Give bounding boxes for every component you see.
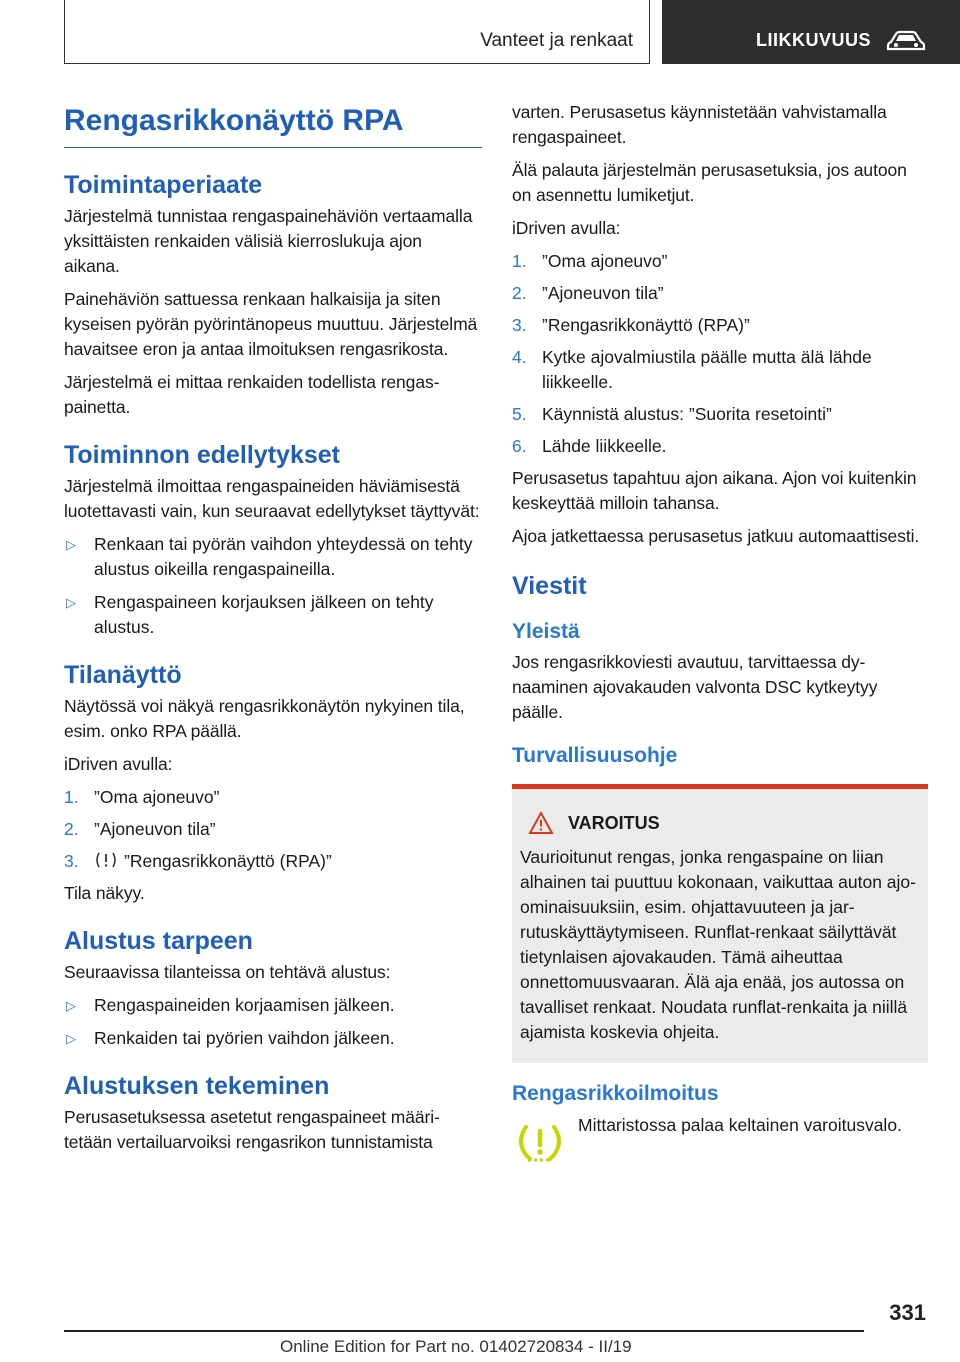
page-title: Rengasrikkonäyttö RPA: [64, 104, 404, 137]
step-number: 4.: [512, 347, 527, 367]
step-number: 2.: [512, 283, 527, 303]
tire-pressure-icon: [94, 850, 118, 870]
bullet-text: Rengaspaineiden korjaamisen jälkeen.: [94, 995, 395, 1015]
bullet-triangle-icon: ▷: [66, 537, 76, 552]
warning-title: VAROITUS: [568, 812, 660, 833]
heading-viestit: Viestit: [512, 572, 587, 600]
paragraph: iDriven avulla:: [512, 218, 621, 238]
chapter-title: LIIKKUVUUS: [756, 30, 872, 50]
subheading-yleista: Yleistä: [512, 620, 580, 643]
step-number: 1.: [64, 787, 79, 807]
paragraph: Järjestelmä ei mittaa renkaiden todellista rengaspainetta.: [64, 372, 440, 417]
left-column: [64, 100, 482, 1163]
step-text: ”Ajoneuvon tila”: [94, 819, 216, 839]
step-item: [512, 345, 928, 395]
step-text: Lähde liikkeelle.: [542, 436, 667, 456]
warning-box: [512, 784, 928, 1063]
bullet-item: [64, 590, 482, 640]
paragraph: Ajoa jatkettaessa perusasetus jatkuu automaattisesti.: [512, 526, 920, 546]
bullet-text: Renkaan tai pyörän vaihdon yhteydessä on tehty alustus oikeilla rengaspaineilla.: [94, 534, 473, 579]
step-number: 5.: [512, 404, 527, 424]
bullet-item: [64, 993, 482, 1018]
section-title: Vanteet ja renkaat: [480, 30, 633, 51]
bullet-triangle-icon: ▷: [66, 1031, 76, 1046]
bullet-text: Renkaiden tai pyörien vaihdon jälkeen.: [94, 1028, 395, 1048]
heading-rengasrikkoilmoitus: Rengasrikkoilmoitus: [512, 1082, 719, 1106]
bullet-item: [64, 532, 482, 582]
paragraph: Älä palauta järjestelmän perusasetuksia, jos autoon on asennettu lumiketjut.: [512, 160, 907, 205]
header-section-box: [64, 0, 650, 64]
step-item: [512, 281, 928, 306]
paragraph: iDriven avulla:: [64, 754, 173, 774]
warning-text: Vaurioitunut rengas, jonka rengaspaine on liian alhainen tai puuttuu kokonaan, vaikuttaa auton ajo-ominaisuuksiin, esim. ohjattavuuteen ja jarrutuskäyttäytymiseen. Runflat-renkaat säilyttävät tietynlaisen ajovakauden. Tämä aiheuttaa onnettomuusvaaran. Älä aja enää, jos autossa on tavalliset renkaat. Noudata runflat-renkaita ja niillä ajamista koskevia ohjeita.: [520, 847, 916, 1043]
warning-title-row: [528, 811, 916, 835]
tire-pressure-warning-icon: [514, 1119, 566, 1165]
footer-divider: [64, 1330, 864, 1332]
bullet-item: [64, 1026, 482, 1051]
step-text: Kytke ajovalmiustila päälle mutta älä lähde liikkeelle.: [542, 347, 872, 392]
page-number: 331: [889, 1300, 926, 1325]
step-item: [64, 817, 482, 842]
step-number: 6.: [512, 436, 527, 456]
heading-toimintaperiaate: Toimintaperiaate: [64, 171, 263, 199]
paragraph: Seuraavissa tilanteissa on tehtävä alustus:: [64, 962, 391, 982]
heading-edellytykset: Toiminnon edellytykset: [64, 441, 340, 469]
bullet-triangle-icon: ▷: [66, 595, 76, 610]
step-item: [512, 313, 928, 338]
step-item: [64, 849, 482, 874]
footer-edition: Online Edition for Part no. 01402720834 - II/19: [280, 1337, 632, 1356]
warning-triangle-icon: [528, 811, 554, 835]
paragraph: Perusasetus tapahtuu ajon aikana. Ajon voi kuitenkin keskeyttää milloin tahansa.: [512, 468, 917, 513]
right-column: [512, 100, 928, 1138]
heading-alustuksen-tekeminen: Alustuksen tekeminen: [64, 1072, 330, 1100]
step-number: 1.: [512, 251, 527, 271]
step-number: 3.: [512, 315, 527, 335]
step-item: [512, 249, 928, 274]
paragraph: Järjestelmä ilmoittaa rengaspaineiden häviämisestä luotettavasti vain, kun seuraavat edellytykset täyttyvät:: [64, 476, 480, 521]
paragraph: Tila näkyy.: [64, 883, 145, 903]
heading-tilanaytto: Tilanäyttö: [64, 661, 182, 689]
paragraph: Järjestelmä tunnistaa rengaspainehäviön vertaamalla yksittäisten renkaiden välisiä kierroslukuja ajon aikana.: [64, 206, 473, 276]
step-item: [512, 402, 928, 427]
step-text: ”Oma ajoneuvo”: [542, 251, 668, 271]
step-number: 3.: [64, 851, 79, 871]
paragraph: Painehäviön sattuessa renkaan halkaisija ja siten kyseisen pyörän pyörintänopeus muuttuu. Järjestelmä havaitsee eron ja antaa ilmoituksen rengasrikosta.: [64, 289, 478, 359]
paragraph: Perusasetuksessa asetetut rengaspaineet määritetään vertailuarvoiksi rengasrikon tunnistamista: [64, 1107, 440, 1152]
car-icon: [886, 29, 926, 53]
heading-alustus-tarpeen: Alustus tarpeen: [64, 927, 253, 955]
step-number: 2.: [64, 819, 79, 839]
step-item: [64, 785, 482, 810]
indicator-row: [512, 1113, 928, 1138]
bullet-text: Rengaspaineen korjauksen jälkeen on tehty alustus.: [94, 592, 434, 637]
step-text: ”Oma ajoneuvo”: [94, 787, 220, 807]
title-divider: [64, 147, 482, 149]
paragraph: varten. Perusasetus käynnistetään vahvistamalla rengaspaineet.: [512, 102, 887, 147]
bullet-triangle-icon: ▷: [66, 998, 76, 1013]
step-text: ”Rengasrikkonäyttö (RPA)”: [542, 315, 750, 335]
paragraph: Jos rengasrikkoviesti avautuu, tarvittaessa dynaaminen ajovakauden valvonta DSC kytkeytyy päälle.: [512, 652, 878, 723]
heading-turvallisuusohje: Turvallisuusohje: [512, 744, 678, 768]
paragraph: Näytössä voi näkyä rengasrikkonäytön nykyinen tila, esim. onko RPA päällä.: [64, 696, 465, 741]
step-text: Käynnistä alustus: ”Suorita resetointi”: [542, 404, 832, 424]
step-text: ”Ajoneuvon tila”: [542, 283, 664, 303]
chapter-tab: [662, 0, 960, 64]
indicator-text: Mittaristossa palaa keltainen varoitusvalo.: [578, 1114, 902, 1135]
step-text: ”Rengasrikkonäyttö (RPA)”: [124, 851, 332, 871]
step-item: [512, 434, 928, 459]
